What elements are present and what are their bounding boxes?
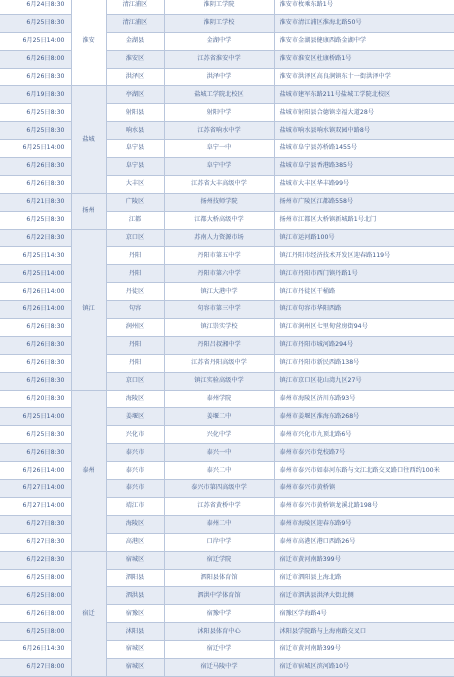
exam-date-cell: 6月26日8:30: [0, 354, 71, 372]
exam-date-cell: 6月26日8:30: [0, 372, 71, 390]
address-cell: 盐城市射阳县合德镇幸福大道28号: [274, 104, 454, 122]
district-cell: 润州区: [106, 319, 164, 337]
address-cell: 镇江市京口区花山湾九区27号: [274, 372, 454, 390]
table-row: [0, 641, 454, 659]
address-cell: 淮安市清江浦区淮海北路50号: [274, 14, 454, 32]
address-cell: 宿迁市黄河南路399号: [274, 551, 454, 569]
district-cell: 宿豫区: [106, 605, 164, 623]
exam-site-cell: 丹阳市第五中学: [164, 247, 274, 265]
district-cell: 泰兴市: [106, 480, 164, 498]
table-row: [0, 175, 454, 193]
exam-date-cell: 6月26日8:30: [0, 444, 71, 462]
table-row: [0, 462, 454, 480]
exam-date-cell: 6月25日8:00: [0, 623, 71, 641]
address-cell: 盐城市阜宁县香港路385号: [274, 158, 454, 176]
district-cell: 广陵区: [106, 193, 164, 211]
exam-site-cell: 阜宁一中: [164, 140, 274, 158]
exam-site-cell: 泰兴市第四高级中学: [164, 480, 274, 498]
table-row: [0, 86, 454, 104]
exam-date-cell: 6月20日8:30: [0, 390, 71, 408]
exam-site-cell: 淮阴工学院: [164, 0, 274, 14]
exam-date-cell: 6月26日8:30: [0, 175, 71, 193]
district-cell: 金湖县: [106, 32, 164, 50]
exam-site-cell: 镇江崇实学校: [164, 319, 274, 337]
exam-date-cell: 6月25日14:00: [0, 408, 71, 426]
table-row: [0, 515, 454, 533]
exam-site-cell: 江苏省淮安中学: [164, 50, 274, 68]
exam-date-cell: 6月25日8:30: [0, 426, 71, 444]
table-row: [0, 104, 454, 122]
district-cell: 沭阳县: [106, 623, 164, 641]
address-cell: 扬州市江都区大桥镇新城路1号北门: [274, 211, 454, 229]
exam-site-cell: 口岸中学: [164, 533, 274, 551]
address-cell: 镇江市丹阳市城河路294号: [274, 336, 454, 354]
city-cell: 泰州: [71, 390, 106, 551]
exam-date-cell: 6月26日14:00: [0, 283, 71, 301]
district-cell: 姜堰区: [106, 408, 164, 426]
exam-date-cell: 6月19日8:30: [0, 86, 71, 104]
table-row: [0, 247, 454, 265]
address-cell: 镇江市润州区七里甸营房街94号: [274, 319, 454, 337]
exam-date-cell: 6月25日14:00: [0, 265, 71, 283]
address-cell: 淮安市枚乘东路1号: [274, 0, 454, 14]
table-row: [0, 569, 454, 587]
exam-site-cell: 泰兴二中: [164, 462, 274, 480]
table-row: [0, 301, 454, 319]
address-cell: 镇江市丹徒区干桶路: [274, 283, 454, 301]
district-cell: 句容: [106, 301, 164, 319]
exam-date-cell: 6月26日8:30: [0, 68, 71, 86]
exam-site-cell: 宿迁中学: [164, 641, 274, 659]
address-cell: 镇江市句容市华阳西路: [274, 301, 454, 319]
exam-site-cell: 宿豫中学: [164, 605, 274, 623]
exam-site-cell: 宿迁马陵中学: [164, 658, 274, 676]
district-cell: 清江浦区: [106, 0, 164, 14]
table-row: [0, 605, 454, 623]
district-cell: 阜宁县: [106, 158, 164, 176]
address-cell: 盐城市建军东路211号盐城工学院北校区: [274, 86, 454, 104]
exam-date-cell: 6月26日8:00: [0, 605, 71, 623]
district-cell: 泗洪县: [106, 587, 164, 605]
exam-site-cell: 句容市第三中学: [164, 301, 274, 319]
address-cell: 宿迁市黄河南路399号: [274, 641, 454, 659]
exam-date-cell: 6月25日8:30: [0, 14, 71, 32]
address-cell: 泰州市泰兴市黄桥镇龙溪北路198号: [274, 497, 454, 515]
table-row: [0, 623, 454, 641]
exam-site-cell: 镇江大港中学: [164, 283, 274, 301]
table-row: [0, 390, 454, 408]
exam-site-cell: 江苏省响水中学: [164, 122, 274, 140]
exam-site-cell: 洪泽中学: [164, 68, 274, 86]
district-cell: 大丰区: [106, 175, 164, 193]
district-cell: 泰兴市: [106, 444, 164, 462]
address-cell: 宿迁市宿城区滨河路10号: [274, 658, 454, 676]
table-row: [0, 426, 454, 444]
address-cell: 盐城市大丰区华丰路99号: [274, 175, 454, 193]
district-cell: 京口区: [106, 372, 164, 390]
address-cell: 宿豫区学海路4号: [274, 605, 454, 623]
exam-site-cell: 江苏省丹阳高级中学: [164, 354, 274, 372]
address-cell: 淮安市淮安区杜康桥路1号: [274, 50, 454, 68]
address-cell: 镇江市运河路100号: [274, 229, 454, 247]
exam-date-cell: 6月25日14:00: [0, 32, 71, 50]
table-row: [0, 32, 454, 50]
address-cell: 泰州市泰兴市党校路7号: [274, 444, 454, 462]
exam-site-cell: 丹阳市第六中学: [164, 265, 274, 283]
exam-date-cell: 6月24日8:30: [0, 0, 71, 14]
address-cell: 泰州市高港区港口西路26号: [274, 533, 454, 551]
exam-date-cell: 6月26日8:30: [0, 336, 71, 354]
address-cell: 宿迁市泗阳县上海北路: [274, 569, 454, 587]
address-cell: 镇江市丹阳市新民西路138号: [274, 354, 454, 372]
exam-date-cell: 6月26日14:00: [0, 462, 71, 480]
address-cell: 泰州市兴化市九顶北路6号: [274, 426, 454, 444]
exam-site-cell: 扬州技师学院: [164, 193, 274, 211]
district-cell: 海陵区: [106, 390, 164, 408]
exam-site-cell: 泗洪中学体育馆: [164, 587, 274, 605]
address-cell: 盐城市响水县响水镇双园中路8号: [274, 122, 454, 140]
exam-date-cell: 6月21日8:30: [0, 193, 71, 211]
table-row: [0, 658, 454, 676]
exam-date-cell: 6月27日8:00: [0, 658, 71, 676]
district-cell: 江都: [106, 211, 164, 229]
exam-date-cell: 6月27日8:30: [0, 533, 71, 551]
exam-date-cell: 6月22日8:30: [0, 551, 71, 569]
exam-date-cell: 6月25日8:00: [0, 569, 71, 587]
table-row: [0, 354, 454, 372]
exam-date-cell: 6月26日8:00: [0, 50, 71, 68]
table-row: [0, 211, 454, 229]
exam-site-cell: 丹阳吕叔湘中学: [164, 336, 274, 354]
district-cell: 洪泽区: [106, 68, 164, 86]
address-cell: 淮安市洪泽区高良涧镇东十一街洪泽中学: [274, 68, 454, 86]
exam-date-cell: 6月25日8:30: [0, 104, 71, 122]
exam-site-cell: 泗阳县体育馆: [164, 569, 274, 587]
address-cell: 泰州市姜堰区淮海东路268号: [274, 408, 454, 426]
table-row: [0, 140, 454, 158]
exam-site-cell: 宿迁学院: [164, 551, 274, 569]
exam-date-cell: 6月27日8:30: [0, 515, 71, 533]
exam-date-cell: 6月27日14:00: [0, 480, 71, 498]
address-cell: 宿迁市泗洪县洪泽大街北侧: [274, 587, 454, 605]
table-row: [0, 265, 454, 283]
address-cell: 盐城市阜宁县苏桥路1455号: [274, 140, 454, 158]
district-cell: 丹阳: [106, 247, 164, 265]
exam-site-cell: 阜宁中学: [164, 158, 274, 176]
table-row: [0, 68, 454, 86]
address-cell: 泰州市海陵区济川东路93号: [274, 390, 454, 408]
district-cell: 宿城区: [106, 658, 164, 676]
table-row: [0, 229, 454, 247]
city-cell: 淮安: [71, 0, 106, 86]
exam-date-cell: 6月25日8:30: [0, 122, 71, 140]
table-row: [0, 444, 454, 462]
district-cell: 兴化市: [106, 426, 164, 444]
district-cell: 阜宁县: [106, 140, 164, 158]
district-cell: 清江浦区: [106, 14, 164, 32]
exam-date-cell: 6月25日8:00: [0, 587, 71, 605]
district-cell: 淮安区: [106, 50, 164, 68]
exam-date-cell: 6月26日14:30: [0, 641, 71, 659]
table-row: [0, 158, 454, 176]
table-row: [0, 533, 454, 551]
table-row: [0, 336, 454, 354]
exam-date-cell: 6月26日14:00: [0, 301, 71, 319]
exam-site-cell: 泰州学院: [164, 390, 274, 408]
address-cell: 扬州市广陵区江都路558号: [274, 193, 454, 211]
exam-date-cell: 6月26日8:30: [0, 319, 71, 337]
address-cell: 泰州市泰兴市如泰河东路与文江北路交叉路口往西约100米: [274, 462, 454, 480]
address-cell: 泰州市海陵区迎春东路9号: [274, 515, 454, 533]
district-cell: 京口区: [106, 229, 164, 247]
exam-date-cell: 6月25日8:30: [0, 211, 71, 229]
exam-site-cell: 射阳中学: [164, 104, 274, 122]
exam-date-cell: 6月25日14:00: [0, 140, 71, 158]
table-row: [0, 551, 454, 569]
table-row: [0, 14, 454, 32]
table-row: [0, 372, 454, 390]
exam-site-cell: 镇江实验高级中学: [164, 372, 274, 390]
district-cell: 泗阳县: [106, 569, 164, 587]
exam-site-cell: 泰州二中: [164, 515, 274, 533]
address-cell: 泰州市泰兴市黄桥镇: [274, 480, 454, 498]
district-cell: 丹阳: [106, 354, 164, 372]
district-cell: 丹徒区: [106, 283, 164, 301]
address-cell: 沭阳县学院路与上海南路交叉口: [274, 623, 454, 641]
exam-date-cell: 6月26日8:30: [0, 158, 71, 176]
exam-site-cell: 盐城工学院北校区: [164, 86, 274, 104]
address-cell: 淮安市金湖县健康西路金湖中学: [274, 32, 454, 50]
district-cell: 宿城区: [106, 641, 164, 659]
address-cell: 镇江市丹阳市西门镇丹路1号: [274, 265, 454, 283]
table-row: [0, 122, 454, 140]
table-row: [0, 50, 454, 68]
exam-site-cell: 江苏省黄桥中学: [164, 497, 274, 515]
address-cell: 镇江丹阳市经济技术开发区迎春路119号: [274, 247, 454, 265]
exam-site-cell: 江苏省大丰高级中学: [164, 175, 274, 193]
exam-site-cell: 姜堰二中: [164, 408, 274, 426]
exam-site-cell: 金湖中学: [164, 32, 274, 50]
district-cell: 泰兴市: [106, 462, 164, 480]
district-cell: 丹阳: [106, 336, 164, 354]
table-row: [0, 587, 454, 605]
district-cell: 高港区: [106, 533, 164, 551]
city-cell: 宿迁: [71, 551, 106, 676]
exam-site-cell: 泰兴一中: [164, 444, 274, 462]
exam-site-cell: 兴化中学: [164, 426, 274, 444]
table-row: [0, 0, 454, 14]
exam-date-cell: 6月25日14:30: [0, 247, 71, 265]
table-row: [0, 319, 454, 337]
exam-site-cell: 江都大桥高级中学: [164, 211, 274, 229]
district-cell: 丹阳: [106, 265, 164, 283]
exam-site-cell: 苏南人力资源市场: [164, 229, 274, 247]
district-cell: 靖江市: [106, 497, 164, 515]
table-row: [0, 480, 454, 498]
district-cell: 海陵区: [106, 515, 164, 533]
city-cell: 盐城: [71, 86, 106, 193]
table-row: [0, 193, 454, 211]
district-cell: 响水县: [106, 122, 164, 140]
district-cell: 亭湖区: [106, 86, 164, 104]
district-cell: 宿城区: [106, 551, 164, 569]
exam-site-cell: 沭阳县体育中心: [164, 623, 274, 641]
district-cell: 射阳县: [106, 104, 164, 122]
table-row: [0, 408, 454, 426]
exam-date-cell: 6月22日8:30: [0, 229, 71, 247]
table-row: [0, 283, 454, 301]
city-cell: 镇江: [71, 229, 106, 390]
exam-site-cell: 淮阴工学校: [164, 14, 274, 32]
city-cell: 扬州: [71, 193, 106, 229]
exam-date-cell: 6月27日14:00: [0, 497, 71, 515]
table-row: [0, 497, 454, 515]
